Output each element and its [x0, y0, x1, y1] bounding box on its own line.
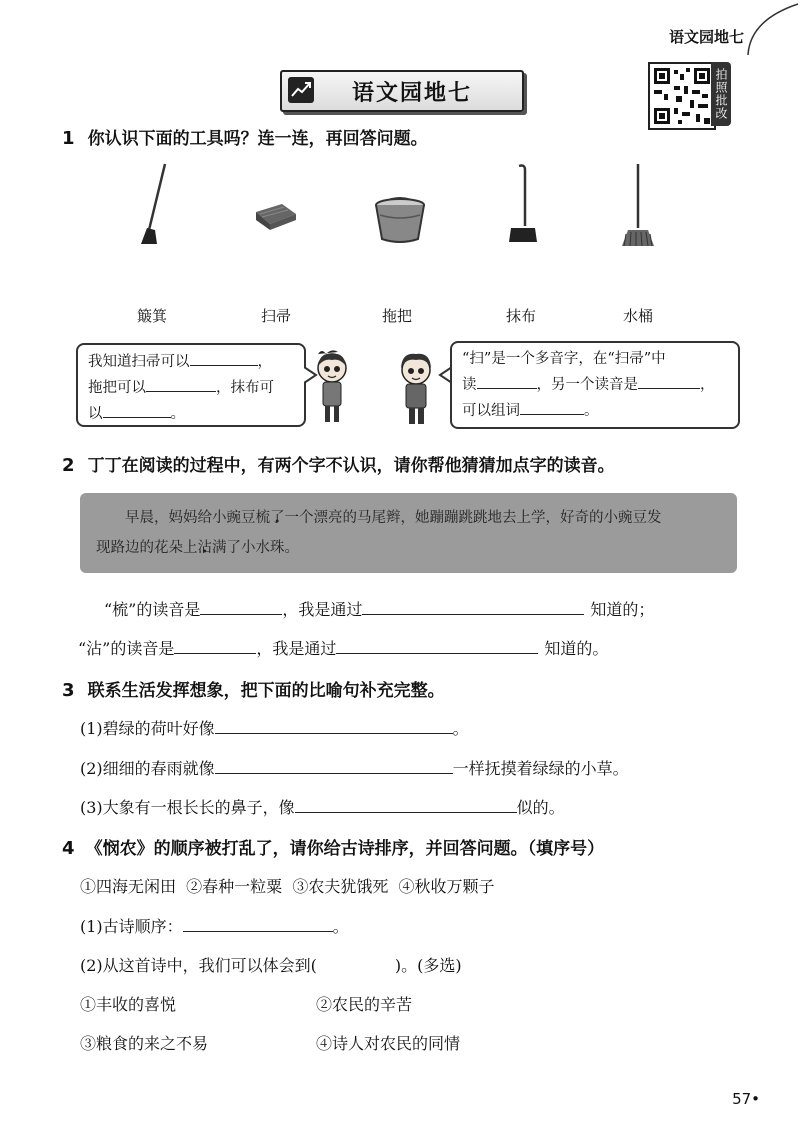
- speech-bubble-right: “扫”是一个多音字，在“扫帚”中 读 ，另一个读音是 ， 可以组词 。: [450, 341, 740, 429]
- question-3-title: 3 联系生活发挥想象，把下面的比喻句补充完整。: [62, 680, 445, 701]
- answer-blank[interactable]: [183, 915, 333, 932]
- qr-code-icon[interactable]: [648, 62, 716, 130]
- tool-label-rag: 抹布: [505, 307, 536, 325]
- q3-sentence-3: (3)大象有一根长长的鼻子，像 似的。: [80, 798, 565, 817]
- tool-label-mop: 拖把: [381, 307, 412, 325]
- answer-blank[interactable]: [174, 637, 256, 654]
- reading-passage: 早晨，妈妈给小豌豆梳了一个漂亮的马尾辫，她蹦蹦跳跳地去上学，好奇的小豌豆发 现路边的花朵上沾满了小水珠。: [80, 493, 737, 573]
- q2-answer-line-1: “梳”的读音是 ，我是通过 知道的；: [104, 600, 655, 619]
- speech-bubble-left: 我知道扫帚可以 ， 拖把可以 ，抹布可 以 。: [76, 343, 306, 427]
- girl-character-icon: [312, 348, 352, 428]
- question-4-title: 4 《悯农》的顺序被打乱了，请你给古诗排序，并回答问题。（填序号）: [62, 838, 605, 859]
- boy-character-icon: [396, 350, 436, 428]
- q4-option-4: ④诗人对农民的同情: [316, 1034, 461, 1053]
- q4-sub-question-1: (1)古诗顺序： 。: [80, 917, 349, 936]
- answer-blank[interactable]: [477, 372, 537, 389]
- dustpan-icon[interactable]: [505, 162, 539, 244]
- banner-title: 语文园地七: [352, 81, 473, 106]
- broom-icon[interactable]: [135, 162, 175, 247]
- tool-label-dustpan: 簸箕: [136, 307, 167, 325]
- answer-blank[interactable]: [520, 398, 584, 415]
- page-corner-decoration: [740, 0, 800, 60]
- answer-blank[interactable]: [103, 401, 171, 418]
- bucket-icon[interactable]: [372, 193, 428, 245]
- question-1-title: 1 你认识下面的工具吗？连一连，再回答问题。: [62, 128, 428, 149]
- scan-grade-tag[interactable]: 拍照批改: [711, 62, 731, 126]
- poem-lines: ①四海无闲田 ②春种一粒粟 ③农夫犹饿死 ④秋收万颗子: [80, 877, 495, 896]
- answer-blank[interactable]: [336, 637, 538, 654]
- q2-answer-line-2: “沾”的读音是 ，我是通过 知道的。: [78, 639, 609, 658]
- answer-blank[interactable]: [146, 375, 216, 392]
- tool-label-bucket: 水桶: [622, 307, 653, 325]
- q3-sentence-2: (2)细细的春雨就像 一样抚摸着绿绿的小草。: [80, 759, 629, 778]
- dotted-character: 沾: [197, 540, 212, 556]
- answer-blank[interactable]: [638, 372, 700, 389]
- section-banner: [280, 70, 525, 112]
- answer-blank[interactable]: [215, 717, 453, 734]
- dotted-character: 梳: [255, 510, 270, 526]
- q4-sub-question-2: (2)从这首诗中，我们可以体会到( )。(多选): [80, 956, 462, 975]
- q4-option-3: ③粮食的来之不易: [80, 1034, 209, 1053]
- q3-sentence-1: (1)碧绿的荷叶好像 。: [80, 719, 469, 738]
- answer-blank[interactable]: [215, 757, 453, 774]
- q4-option-1: ①丰收的喜悦: [80, 995, 177, 1014]
- answer-blank[interactable]: [190, 349, 258, 366]
- q4-option-2: ②农民的辛苦: [316, 995, 413, 1014]
- tool-label-broom: 扫帚: [260, 307, 291, 325]
- rag-icon[interactable]: [252, 200, 300, 236]
- answer-blank[interactable]: [295, 796, 517, 813]
- page-number: 57•: [732, 1090, 760, 1108]
- answer-blank[interactable]: [200, 598, 282, 615]
- question-2-title: 2 丁丁在阅读的过程中，有两个字不认识，请你帮他猜猜加点字的读音。: [62, 455, 615, 476]
- section-label: 语文园地七: [668, 28, 744, 46]
- answer-blank[interactable]: [362, 598, 584, 615]
- mop-icon[interactable]: [618, 162, 658, 250]
- trend-icon: [288, 77, 314, 103]
